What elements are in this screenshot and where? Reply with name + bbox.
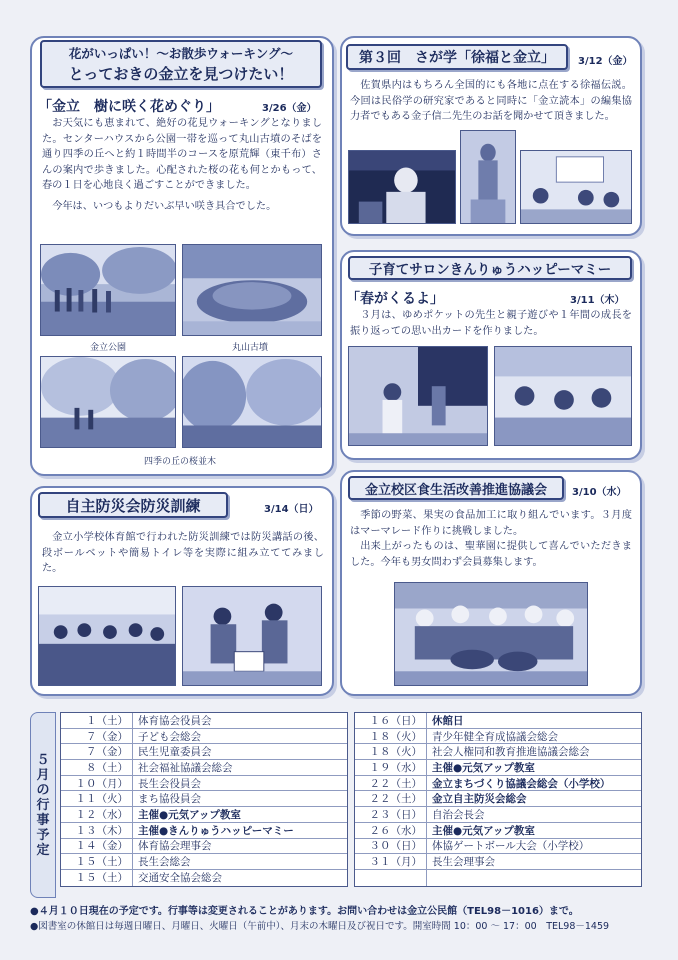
schedule-date: １６（日） <box>355 713 427 728</box>
schedule-label-char: 事 <box>36 812 50 828</box>
schedule-date: ２３（日） <box>355 807 427 822</box>
shokuseikatsu-body <box>350 508 632 570</box>
bousai-title: 自主防災会防災訓練 <box>65 496 201 515</box>
schedule-date: １５（土） <box>61 854 133 869</box>
photo-shiki-no-oka <box>182 356 322 448</box>
salon-body <box>350 308 632 339</box>
hanami-para1: お天気にも恵まれて、絶好の花見ウォーキングとなりました。センターハウスから公園一帯を巡って丸山古墳のそばを通り四季の丘へと約１時間半のコースを原荒輝（東千布）さんの案内で歩きました。心配された桜の花も何とかもって、春の１日を心地良く過ごすことができました。 <box>42 118 322 192</box>
schedule-row <box>355 854 641 870</box>
hanami-para2: 今年は、いつもよりだいぶ早い咲き具合でした。 <box>52 200 277 212</box>
schedule-row <box>355 823 641 839</box>
schedule-date: １８（火） <box>355 744 427 759</box>
sagagaku-title-banner <box>346 44 568 70</box>
schedule-event: 金立まちづくり協議会総会（小学校） <box>432 777 611 790</box>
schedule-event: まち協役員会 <box>138 793 201 806</box>
hanami-title-line1: 花がいっぱい！～お散歩ウォーキング～ <box>68 46 294 61</box>
schedule-row <box>355 791 641 807</box>
schedule-event: 長生会総会 <box>138 856 191 869</box>
schedule-row-empty <box>355 870 641 886</box>
schedule-row <box>61 870 347 886</box>
schedule-date: １（土） <box>61 713 133 728</box>
schedule-event: 子ども会総会 <box>138 730 201 743</box>
schedule-left-column <box>60 712 348 887</box>
photo-salon-play <box>348 346 488 446</box>
sagagaku-date: 3/12（金） <box>578 56 633 67</box>
schedule-right-column <box>354 712 642 887</box>
shokuseikatsu-para2: 出来上がったものは、聖華園に提供して喜んでいただきました。今年も男女問わず会員募集します。 <box>350 541 632 568</box>
schedule-row <box>61 744 347 760</box>
bousai-body <box>42 530 324 577</box>
schedule-row <box>61 729 347 745</box>
schedule-row <box>355 744 641 760</box>
schedule-event: 交通安全協会総会 <box>138 872 222 885</box>
schedule-event: 体育協会理事会 <box>138 840 212 853</box>
schedule-event: 主催●きんりゅうハッピーマミー <box>138 824 294 837</box>
bousai-para: 金立小学校体育館で行われた防災訓練では防災講話の後、段ボールベットや簡易トイレ等を実際に組み立ててみました。 <box>42 532 324 575</box>
salon-subhead: 「春がくるよ」 <box>346 291 444 307</box>
schedule-date: １８（火） <box>355 729 427 744</box>
schedule-date: ２２（土） <box>355 776 427 791</box>
schedule-label-char: 定 <box>36 842 50 858</box>
schedule-event: 自治会長会 <box>432 808 485 821</box>
schedule-row <box>355 776 641 792</box>
schedule-event: 体育協会役員会 <box>138 714 212 727</box>
schedule-event: 金立自主防災会総会 <box>432 793 527 806</box>
schedule-date: １４（金） <box>61 839 133 854</box>
caption-kinryu-park: 金立公園 <box>90 343 127 353</box>
hanami-title-line2: とっておきの金立を見つけたい！ <box>68 65 294 83</box>
hanami-title-banner <box>40 40 322 88</box>
salon-title-banner <box>348 256 632 280</box>
schedule-row <box>355 839 641 855</box>
salon-para: ３月は、ゆめポケットの先生と親子遊びや１年間の成長を振り返っての思い出カードを作りました。 <box>350 310 632 337</box>
schedule-date: ２６（水） <box>355 823 427 838</box>
schedule-event: 休館日 <box>432 714 464 727</box>
schedule-row <box>355 713 641 729</box>
schedule-event: 主催●元気アップ教室 <box>432 761 535 774</box>
schedule-date: １３（木） <box>61 823 133 838</box>
shokuseikatsu-date: 3/10（水） <box>572 487 627 498</box>
caption-shiki-no-oka: 四季の丘の桜並木 <box>144 457 217 467</box>
schedule-row <box>355 760 641 776</box>
schedule-date: １２（水） <box>61 807 133 822</box>
schedule-row <box>61 713 347 729</box>
schedule-date: ７（金） <box>61 729 133 744</box>
schedule-date: ３０（日） <box>355 839 427 854</box>
schedule-date: ７（金） <box>61 744 133 759</box>
photo-lecturer <box>348 150 456 224</box>
schedule-date: １０（月） <box>61 776 133 791</box>
schedule-date: １１（火） <box>61 791 133 806</box>
schedule-row <box>61 854 347 870</box>
shokuseikatsu-para1: 季節の野菜、果実の食品加工に取り組んでいます。３月度はマーマレード作りに挑戦しました。 <box>350 510 632 537</box>
shokuseikatsu-title: 金立校区食生活改善推進協議会 <box>364 482 547 498</box>
hanami-subhead: 「金立 樹に咲く花めぐり」 <box>38 99 220 115</box>
schedule-row <box>61 776 347 792</box>
schedule-row <box>61 760 347 776</box>
schedule-date: ２２（土） <box>355 791 427 806</box>
schedule-date: １５（土） <box>61 870 133 886</box>
salon-title: 子育てサロンきんりゅうハッピーマミー <box>368 262 612 278</box>
photo-kinryu-park <box>40 244 176 336</box>
bousai-date: 3/14（日） <box>264 504 319 515</box>
schedule-label-char: ５ <box>36 752 50 768</box>
schedule-row <box>355 807 641 823</box>
photo-statue <box>460 130 516 224</box>
schedule-row <box>61 807 347 823</box>
schedule-date: ３１（月） <box>355 854 427 869</box>
salon-date: 3/11（木） <box>570 295 625 306</box>
sagagaku-body <box>350 78 632 125</box>
schedule-row <box>355 729 641 745</box>
schedule-event: 主催●元気アップ教室 <box>138 808 241 821</box>
photo-maruyama-kofun <box>182 244 322 336</box>
photo-audience <box>520 150 632 224</box>
schedule-event: 青少年健全育成協議会総会 <box>432 730 558 743</box>
schedule-event: 長生会理事会 <box>432 856 495 869</box>
schedule-date: ８（土） <box>61 760 133 775</box>
schedule-event: 社会人権同和教育推進協議会総会 <box>432 746 590 759</box>
schedule-event: 主催●元気アップ教室 <box>432 824 535 837</box>
footer-note-schedule: ●４月１０日現在の予定です。行事等は変更されることがあります。お問い合わせは金立公民館（TEL98－1016）まで。 <box>30 906 579 917</box>
shokuseikatsu-title-banner <box>348 476 564 500</box>
schedule-label-char: 予 <box>36 827 50 843</box>
schedule-row <box>61 823 347 839</box>
photo-marmalade <box>394 582 588 686</box>
footer-note-library: ●図書室の休館日は毎週日曜日、月曜日、火曜日（午前中）、月末の木曜日及び祝日です。開室時間 10：00 ～ 17：00 TEL98－1459 <box>30 921 610 932</box>
sagagaku-para: 佐賀県内はもちろん全国的にも各地に点在する徐福伝説。今回は民俗学の研究家であると同時に「金立読本」の編集協力者でもある金子信二先生のお話を聞かせて頂きました。 <box>350 80 632 123</box>
photo-salon-cards <box>494 346 632 446</box>
schedule-event: 社会福祉協議会総会 <box>138 761 233 774</box>
schedule-label-char: の <box>36 782 50 798</box>
schedule-event: 体協ゲートボール大会（小学校） <box>432 840 590 853</box>
schedule-label-char: 行 <box>36 797 50 813</box>
schedule-date: １９（水） <box>355 760 427 775</box>
schedule-date-empty <box>355 870 427 886</box>
schedule-event: 長生会役員会 <box>138 777 201 790</box>
photo-bousai-gym <box>38 586 176 686</box>
bousai-title-banner <box>38 492 228 518</box>
photo-sakura-row <box>40 356 176 448</box>
schedule-event: 民生児童委員会 <box>138 746 212 759</box>
schedule-label <box>30 712 56 898</box>
schedule-label-char: 月 <box>36 767 50 783</box>
schedule-row <box>61 791 347 807</box>
sagagaku-title: 第３回 さが学「徐福と金立」 <box>359 50 555 66</box>
caption-maruyama-kofun: 丸山古墳 <box>232 343 269 353</box>
hanami-date: 3/26（金） <box>262 103 317 114</box>
photo-bousai-toilet <box>182 586 322 686</box>
schedule-row <box>61 839 347 855</box>
hanami-body <box>42 116 322 215</box>
